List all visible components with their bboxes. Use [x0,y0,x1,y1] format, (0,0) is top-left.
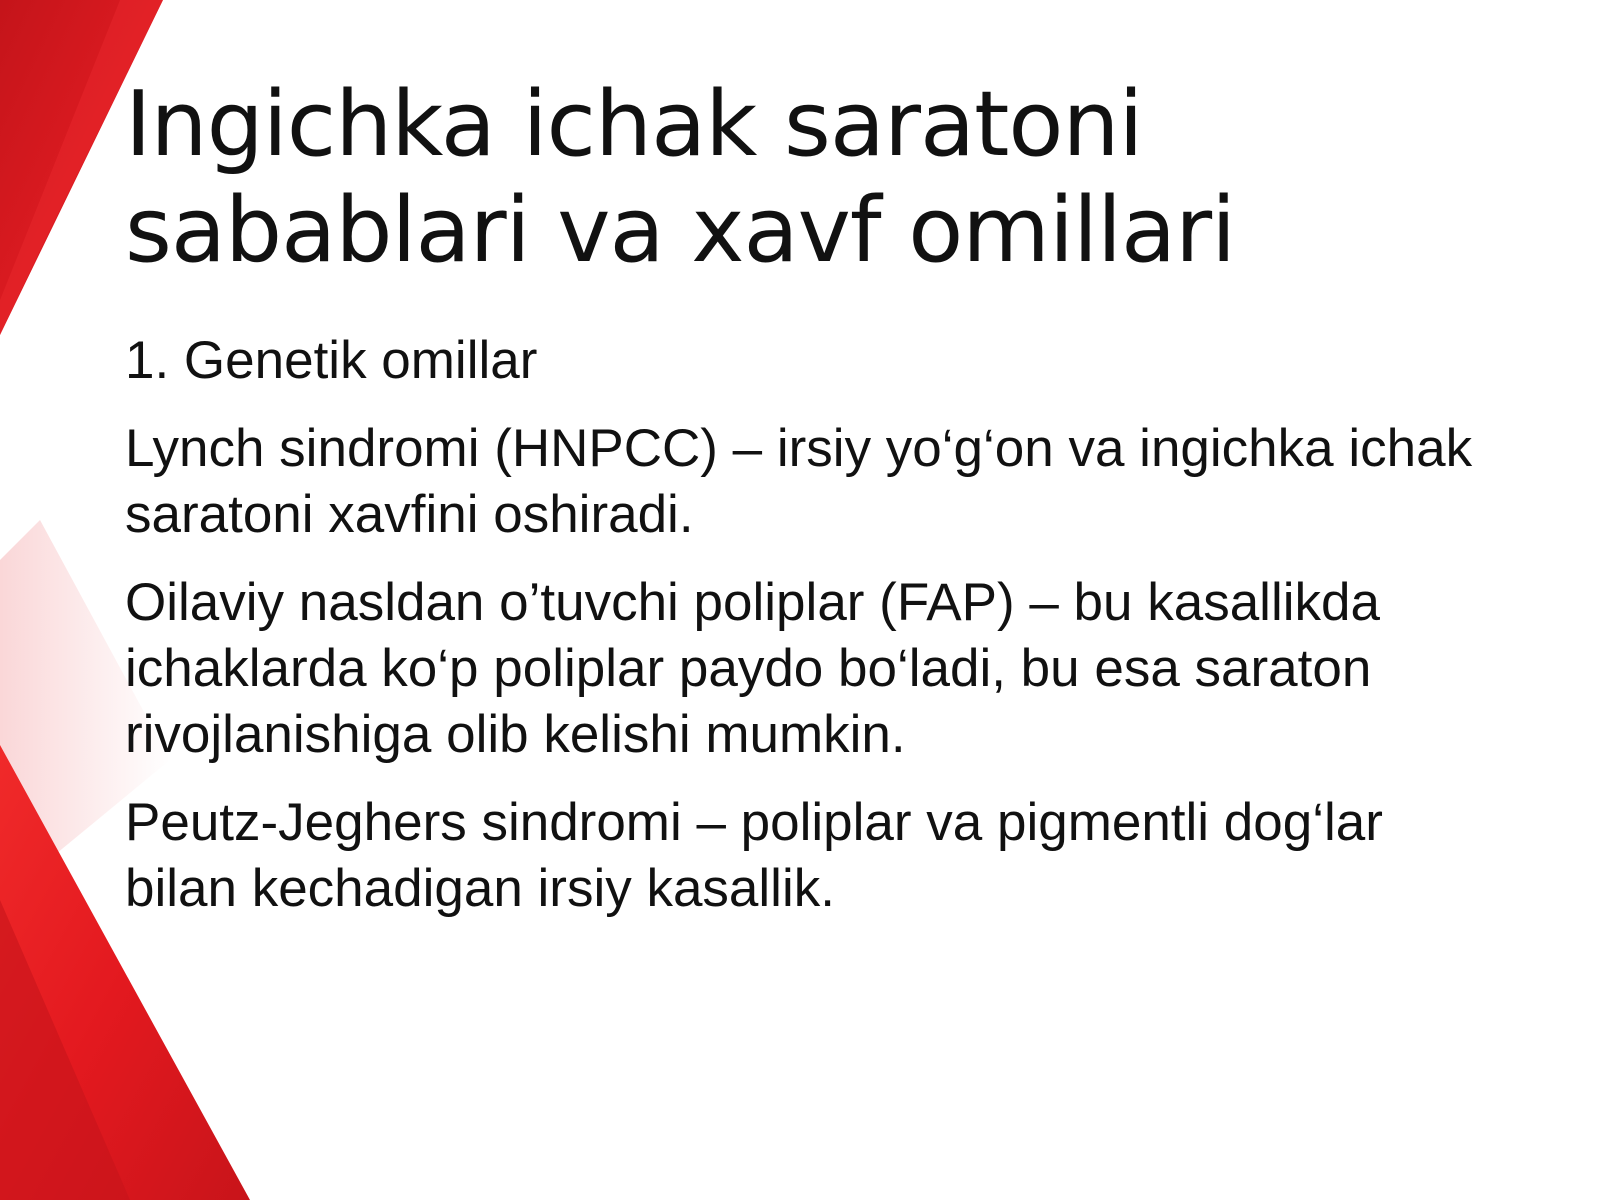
slide-title: Ingichka ichak saratoni sabablari va xavf omillari [125,72,1236,283]
paragraph-genetic-factors-heading: 1. Genetik omillar [125,331,538,390]
paragraph-peutz-jeghers: Peutz-Jeghers sindromi – poliplar va pigmentli dog‘lar bilan kechadigan irsiy kasallik. [125,793,1383,918]
paragraph-lynch-syndrome: Lynch sindromi (HNPCC) – irsiy yo‘g‘on va ingichka ichak saratoni xavfini oshiradi. [125,419,1473,544]
slide-body [125,328,1505,944]
paragraph-fap: Oilaviy nasldan o’tuvchi poliplar (FAP) – bu kasallikda ichaklarda ko‘p poliplar paydo bo‘ladi, bu esa saraton rivojlanishiga olib kelishi mumkin. [125,573,1380,764]
